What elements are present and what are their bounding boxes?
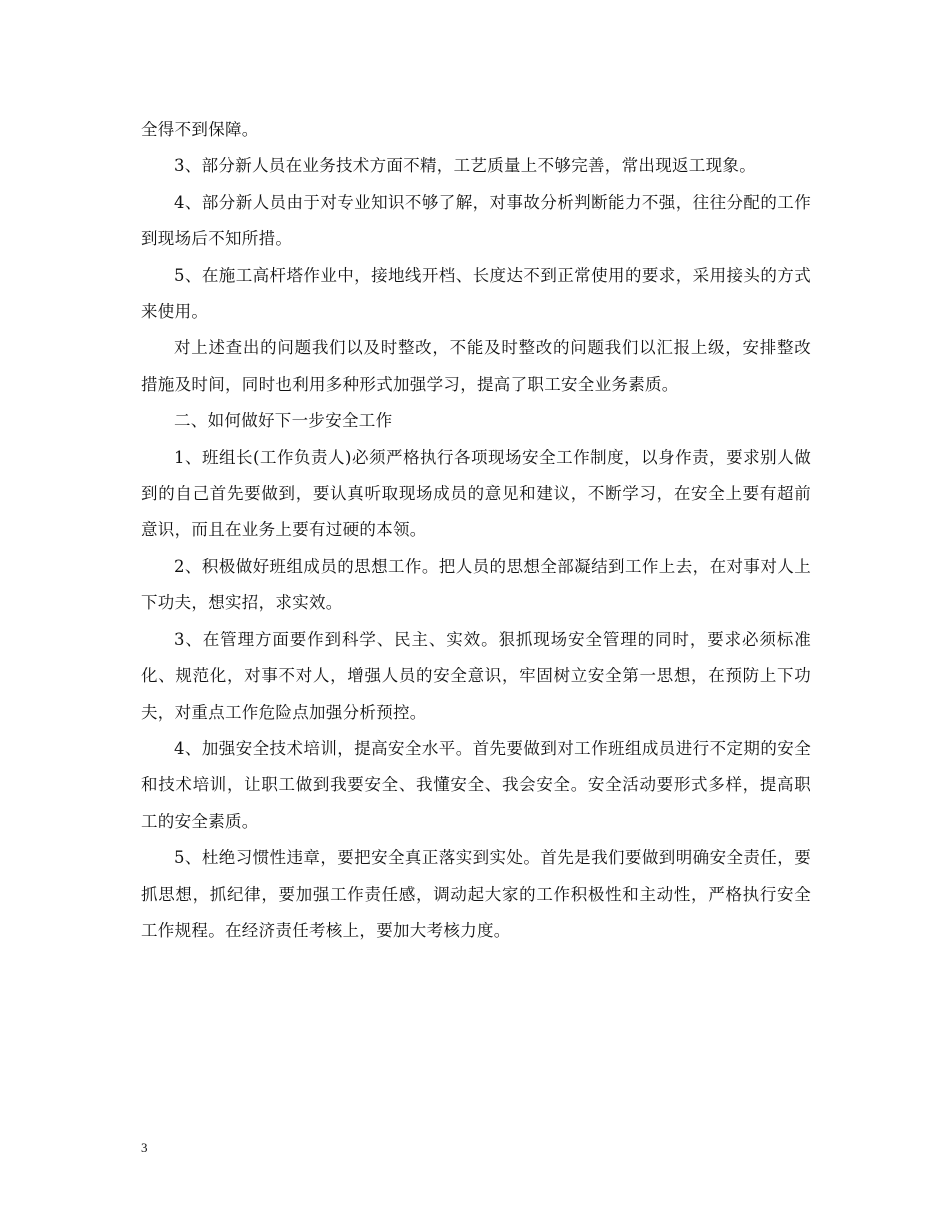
paragraph: 全得不到保障。: [141, 120, 259, 139]
section-heading: 二、如何做好下一步安全工作: [174, 411, 393, 431]
paragraph: 3、部分新人员在业务技术方面不精，工艺质量上不够完善，常出现返工现象。: [174, 156, 756, 176]
paragraph: 1、班组长(工作负责人)必须严格执行各项现场安全工作制度，以身作责，要求别人做到的自己首先要做到，要认真听取现场成员的意见和建议，不断学习，在安全上要有超前意识，而且在业务上要有过硬的本领。: [141, 447, 811, 540]
paragraph: 对上述查出的问题我们以及时整改，不能及时整改的问题我们以汇报上级，安排整改措施及时间，同时也利用多种形式加强学习，提高了职工安全业务素质。: [141, 338, 811, 394]
document-body: [141, 112, 811, 949]
paragraph: 4、加强安全技术培训，提高安全水平。首先要做到对工作班组成员进行不定期的安全和技术培训，让职工做到我要安全、我懂安全、我会安全。安全活动要形式多样，提高职工的安全素质。: [141, 738, 811, 831]
paragraph: 5、在施工高杆塔作业中，接地线开档、长度达不到正常使用的要求，采用接头的方式来使用。: [141, 265, 811, 322]
page-number: 3: [141, 1140, 148, 1155]
paragraph: 2、积极做好班组成员的思想工作。把人员的思想全部凝结到工作上去，在对事对人上下功夫，想实招，求实效。: [141, 556, 811, 613]
paragraph: 5、杜绝习惯性违章，要把安全真正落实到实处。首先是我们要做到明确安全责任，要抓思想，抓纪律，要加强工作责任感，调动起大家的工作积极性和主动性，严格执行安全工作规程。在经济责任考核上，要加大考核力度。: [141, 848, 811, 940]
paragraph: 4、部分新人员由于对专业知识不够了解，对事故分析判断能力不强，往往分配的工作到现场后不知所措。: [141, 192, 811, 249]
paragraph: 3、在管理方面要作到科学、民主、实效。狠抓现场安全管理的同时，要求必须标准化、规范化，对事不对人，增强人员的安全意识，牢固树立安全第一思想，在预防上下功夫，对重点工作危险点加强分析预控。: [141, 629, 811, 722]
